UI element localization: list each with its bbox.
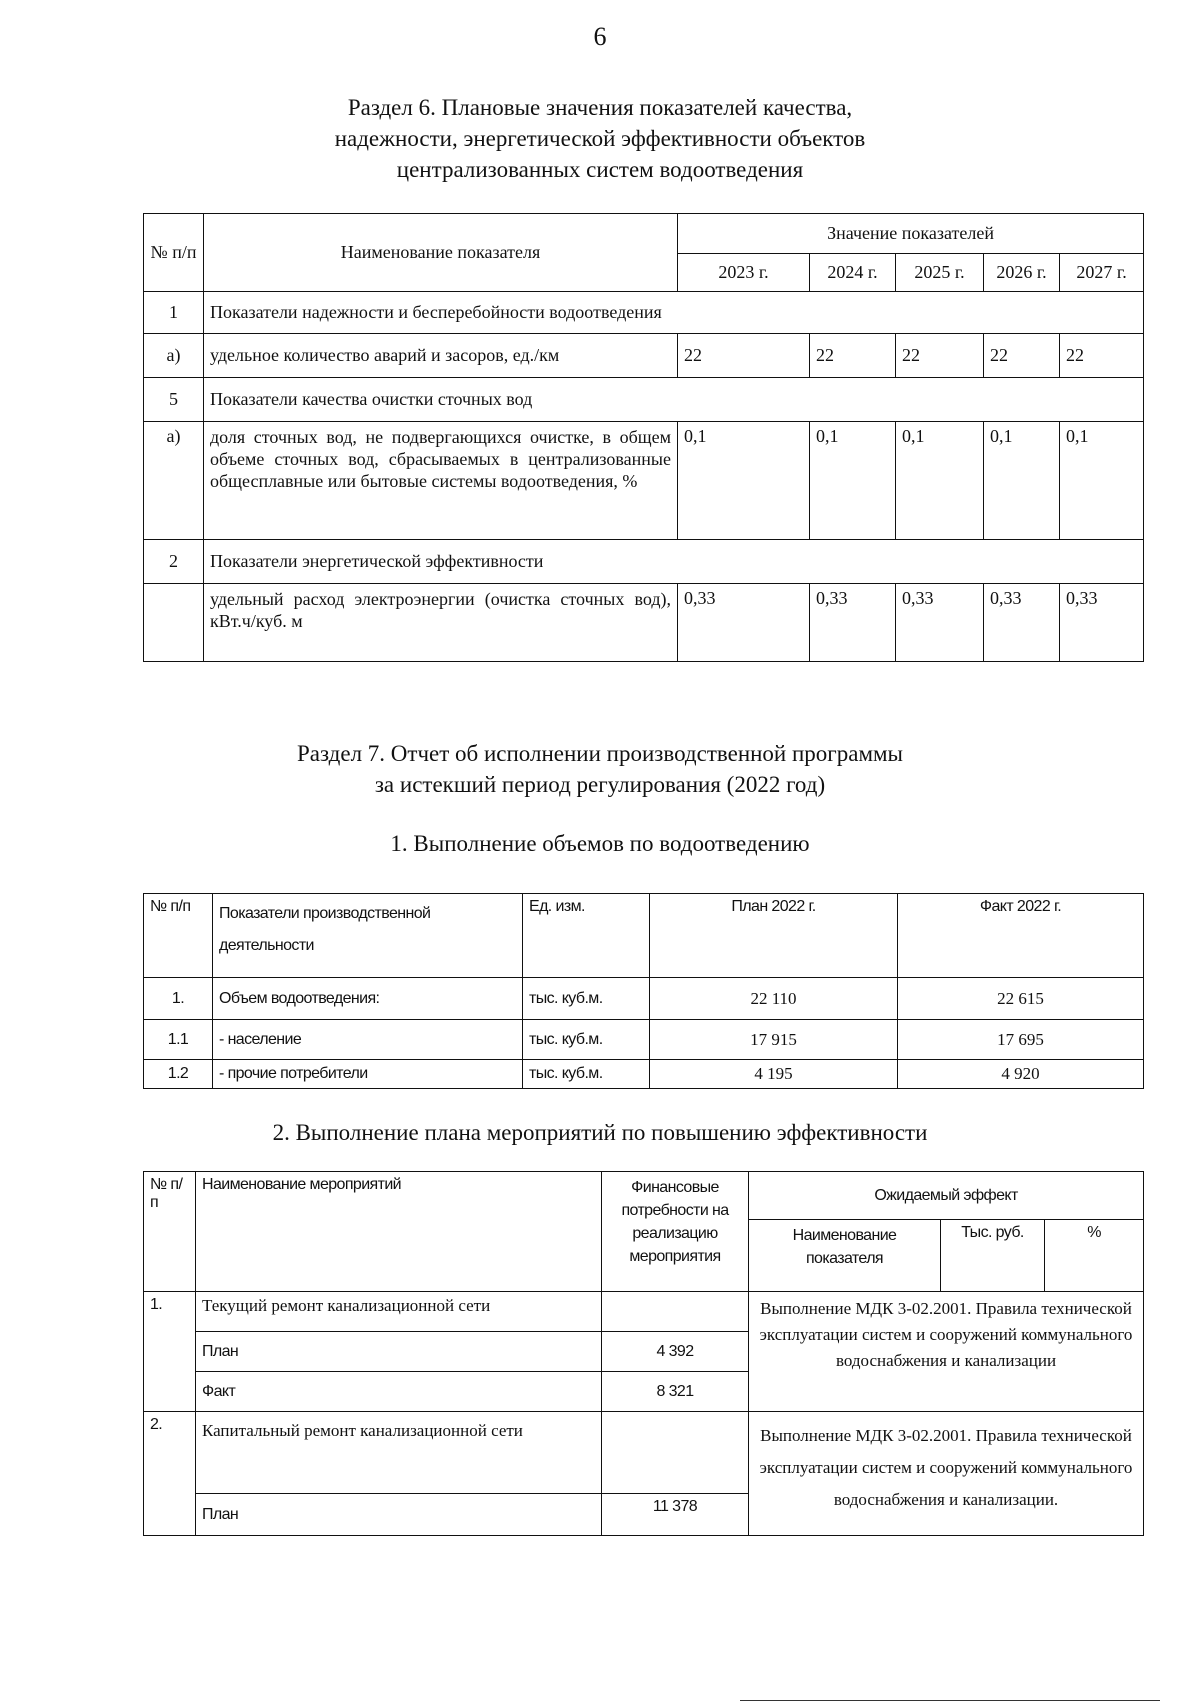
section6-indicators-table <box>143 213 1144 662</box>
section7-title <box>0 738 1200 800</box>
table-row <box>144 422 1144 540</box>
plan-label: План <box>196 1494 602 1536</box>
header-effect: Ожидаемый эффект <box>749 1172 1144 1220</box>
row-num: 2 <box>144 540 204 584</box>
value-cell: 0,33 <box>810 584 896 662</box>
table-row <box>144 1020 1144 1060</box>
measure-effect: Выполнение МДК 3-02.2001. Правила технической эксплуатации систем и сооружений коммунального водоснабжения и канализации <box>749 1292 1144 1412</box>
row-unit: тыс. куб.м. <box>523 978 650 1020</box>
value-cell: 22 <box>810 334 896 378</box>
table-row <box>144 1060 1144 1089</box>
row-num: 1 <box>144 292 204 334</box>
page-number: 6 <box>593 22 607 51</box>
plan-value: 11 378 <box>602 1494 749 1536</box>
table-row <box>144 584 1144 662</box>
value-cell: 0,33 <box>1060 584 1144 662</box>
row-name: - население <box>213 1020 523 1060</box>
volumes-table <box>143 893 1144 1089</box>
header-year: 2023 г. <box>678 254 810 292</box>
row-unit: тыс. куб.м. <box>523 1060 650 1089</box>
measure-effect: Выполнение МДК 3-02.2001. Правила технической эксплуатации систем и сооружений коммунального водоснабжения и канализации. <box>749 1412 1144 1536</box>
measure-finance <box>602 1412 749 1494</box>
measure-title: Текущий ремонт канализационной сети <box>196 1292 602 1332</box>
measure-finance <box>602 1292 749 1332</box>
header-year: 2024 г. <box>810 254 896 292</box>
header-unit: Ед. изм. <box>523 894 650 978</box>
row-num: 1.1 <box>144 1020 213 1060</box>
row-fact: 22 615 <box>898 978 1144 1020</box>
measures-table <box>143 1171 1144 1536</box>
value-cell: 0,1 <box>678 422 810 540</box>
row-unit: тыс. куб.м. <box>523 1020 650 1060</box>
group-title: Показатели энергетической эффективности <box>204 540 1144 584</box>
header-indicator-name: Наименование показателя <box>204 214 678 292</box>
header-fact: Факт 2022 г. <box>898 894 1144 978</box>
group-title: Показатели качества очистки сточных вод <box>204 378 1144 422</box>
volumes-subtitle: 1. Выполнение объемов по водоотведению <box>390 831 810 856</box>
table-row <box>144 378 1144 422</box>
header-values: Значение показателей <box>678 214 1144 254</box>
measures-subtitle: 2. Выполнение плана мероприятий по повышению эффективности <box>272 1120 928 1145</box>
row-fact: 17 695 <box>898 1020 1144 1060</box>
table-row <box>144 540 1144 584</box>
row-num: а) <box>144 334 204 378</box>
header-num: № п/п <box>144 894 213 978</box>
fact-label: Факт <box>196 1372 602 1412</box>
row-num: 1. <box>144 978 213 1020</box>
row-plan: 22 110 <box>650 978 898 1020</box>
section6-title-line: централизованных систем водоотведения <box>396 157 804 182</box>
header-effect-name: Наименование показателя <box>749 1220 941 1292</box>
table-row <box>144 978 1144 1020</box>
row-num: 2. <box>144 1412 196 1536</box>
header-indicator: Показатели производственной деятельности <box>213 894 523 978</box>
section6-title-line: надежности, энергетической эффективности объектов <box>334 126 866 151</box>
value-cell: 0,1 <box>810 422 896 540</box>
value-cell: 0,1 <box>984 422 1060 540</box>
section7-title-line: Раздел 7. Отчет об исполнении производственной программы <box>296 741 904 766</box>
section6-title-line: Раздел 6. Плановые значения показателей качества, <box>347 95 853 120</box>
header-year: 2026 г. <box>984 254 1060 292</box>
row-name: Объем водоотведения: <box>213 978 523 1020</box>
header-num: № п/п <box>144 1172 196 1292</box>
footer-line <box>740 1700 1160 1701</box>
section7-title-line: за истекший период регулирования (2022 год) <box>374 772 826 797</box>
plan-value: 4 392 <box>602 1332 749 1372</box>
table-row <box>144 1292 1144 1332</box>
table-row <box>144 1412 1144 1494</box>
table-row <box>144 334 1144 378</box>
group-title: Показатели надежности и бесперебойности водоотведения <box>204 292 1144 334</box>
header-year: 2025 г. <box>896 254 984 292</box>
row-plan: 17 915 <box>650 1020 898 1060</box>
value-cell: 22 <box>896 334 984 378</box>
header-percent: % <box>1045 1220 1144 1292</box>
row-plan: 4 195 <box>650 1060 898 1089</box>
header-finance: Финансовые потребности на реализацию мероприятия <box>602 1172 749 1292</box>
value-cell: 0,1 <box>896 422 984 540</box>
measure-title: Капитальный ремонт канализационной сети <box>196 1412 602 1494</box>
header-year: 2027 г. <box>1060 254 1144 292</box>
indicator-name: доля сточных вод, не подвергающихся очистке, в общем объеме сточных вод, сбрасываемых в централизованные общесплавные или бытовые системы водоотведения, % <box>204 422 678 540</box>
header-measure-name: Наименование мероприятий <box>196 1172 602 1292</box>
table-row <box>144 292 1144 334</box>
value-cell: 0,1 <box>1060 422 1144 540</box>
row-num: 5 <box>144 378 204 422</box>
section6-title <box>0 92 1200 185</box>
plan-label: План <box>196 1332 602 1372</box>
row-fact: 4 920 <box>898 1060 1144 1089</box>
row-name: - прочие потребители <box>213 1060 523 1089</box>
row-num <box>144 584 204 662</box>
indicator-name: удельный расход электроэнергии (очистка сточных вод), кВт.ч/куб. м <box>204 584 678 662</box>
value-cell: 22 <box>678 334 810 378</box>
value-cell: 0,33 <box>896 584 984 662</box>
value-cell: 0,33 <box>678 584 810 662</box>
fact-value: 8 321 <box>602 1372 749 1412</box>
row-num: 1. <box>144 1292 196 1412</box>
header-num: № п/п <box>144 214 204 292</box>
row-num: 1.2 <box>144 1060 213 1089</box>
value-cell: 22 <box>1060 334 1144 378</box>
header-rub: Тыс. руб. <box>941 1220 1045 1292</box>
header-plan: План 2022 г. <box>650 894 898 978</box>
indicator-name: удельное количество аварий и засоров, ед./км <box>204 334 678 378</box>
value-cell: 0,33 <box>984 584 1060 662</box>
row-num: а) <box>144 422 204 540</box>
value-cell: 22 <box>984 334 1060 378</box>
